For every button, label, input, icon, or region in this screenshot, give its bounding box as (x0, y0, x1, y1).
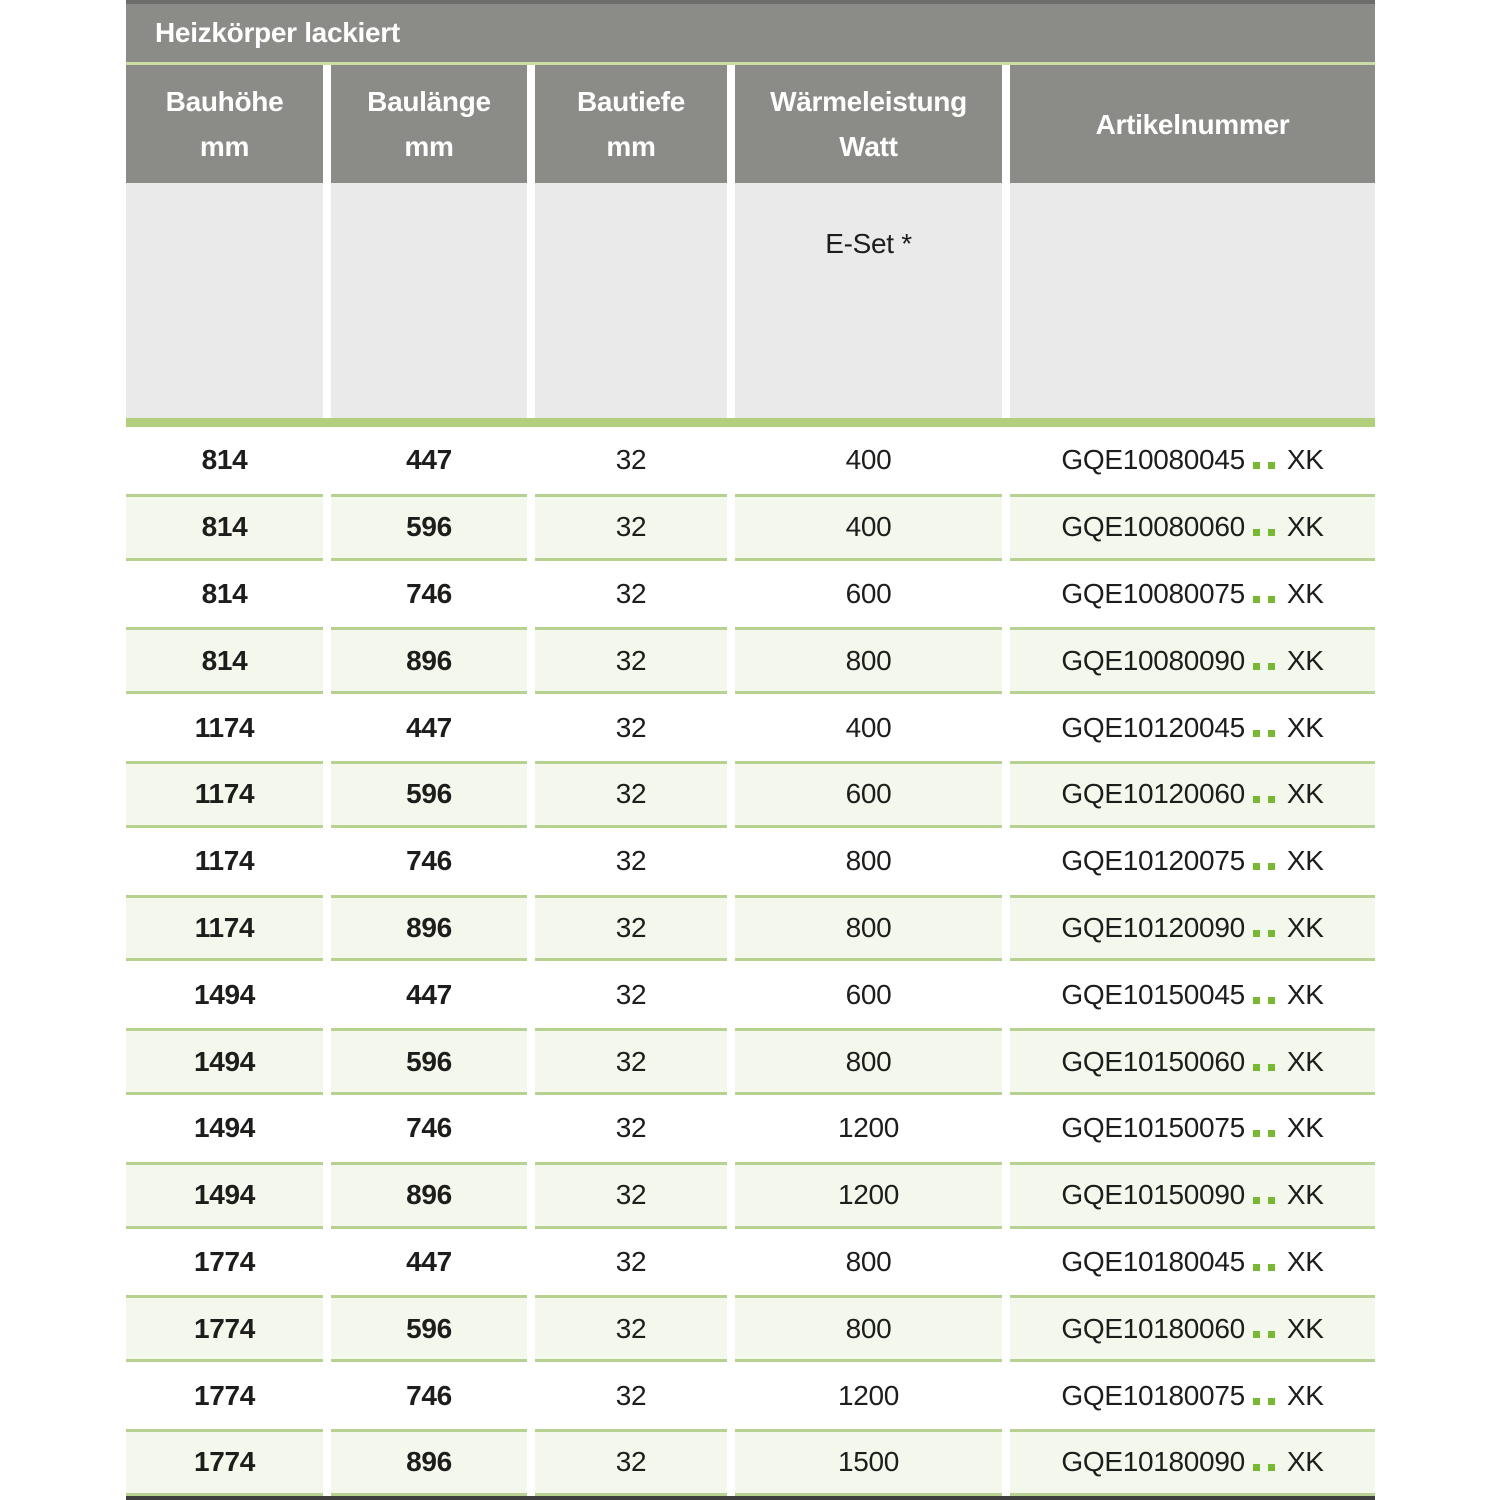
cell-waermeleistung: 800 (735, 1028, 1002, 1095)
color-placeholder-dot-icon (1268, 1197, 1275, 1204)
cell-bauhoehe: 1774 (126, 1429, 323, 1496)
artikel-prefix: GQE10150045 (1061, 978, 1245, 1010)
artikel-prefix: GQE10080075 (1061, 577, 1245, 609)
cell-waermeleistung: 800 (735, 1295, 1002, 1362)
column-header-unit: mm (606, 131, 656, 162)
cell-bautiefe: 32 (535, 761, 727, 828)
cell-bautiefe: 32 (615, 978, 647, 1010)
artikel-prefix: GQE10120075 (1061, 845, 1245, 877)
artikel-suffix: XK (1286, 1446, 1324, 1478)
cell-waermeleistung: 600 (845, 978, 892, 1010)
artikel-prefix: GQE10120090 (1061, 911, 1245, 943)
table-row (126, 427, 1375, 494)
cell-baulaenge: 447 (406, 978, 452, 1010)
table-row (126, 1162, 1375, 1229)
color-placeholder-dot-icon (1253, 663, 1260, 670)
color-placeholder-dot-icon (1253, 1464, 1260, 1471)
table-row (126, 627, 1375, 694)
artikel-suffix: XK (1286, 711, 1324, 743)
color-placeholder-dot-icon (1268, 930, 1275, 937)
table-title: Heizkörper lackiert (155, 17, 400, 48)
table-row (126, 828, 1375, 895)
cell-waermeleistung: 1500 (735, 1429, 1002, 1496)
cell-bautiefe: 32 (535, 627, 727, 694)
artikel-prefix: GQE10180045 (1061, 1245, 1245, 1277)
cell-artikelnummer (1010, 1162, 1375, 1229)
table-row (126, 1095, 1375, 1162)
cell-bauhoehe: 814 (201, 577, 248, 609)
color-placeholder-dot-icon (1268, 1264, 1275, 1271)
color-placeholder-dot-icon (1253, 529, 1260, 536)
color-placeholder-dot-icon (1268, 663, 1275, 670)
artikel-suffix: XK (1286, 1312, 1324, 1344)
color-placeholder-dot-icon (1268, 1130, 1275, 1137)
cell-waermeleistung: 800 (735, 895, 1002, 962)
color-placeholder-dot-icon (1253, 1130, 1260, 1137)
column-header-label: Bautiefe (576, 86, 686, 117)
artikel-prefix: GQE10150060 (1061, 1045, 1245, 1077)
subheader-cell-bauhoehe (126, 183, 323, 418)
cell-bautiefe: 32 (615, 1245, 647, 1277)
cell-bauhoehe: 1494 (126, 1028, 323, 1095)
cell-baulaenge: 896 (331, 895, 527, 962)
cell-bauhoehe: 1774 (193, 1245, 256, 1277)
cell-baulaenge: 596 (331, 1295, 527, 1362)
cell-waermeleistung: 400 (845, 711, 892, 743)
artikel-prefix: GQE10180090 (1061, 1446, 1245, 1478)
cell-waermeleistung: 1200 (735, 1162, 1002, 1229)
color-placeholder-dot-icon (1268, 596, 1275, 603)
column-header-baulaenge (331, 65, 527, 183)
artikel-prefix: GQE10180060 (1061, 1312, 1245, 1344)
cell-bautiefe: 32 (535, 1429, 727, 1496)
color-placeholder-dot-icon (1253, 1197, 1260, 1204)
table-body (126, 427, 1375, 1496)
color-placeholder-dot-icon (1253, 596, 1260, 603)
cell-artikelnummer (1010, 828, 1375, 895)
cell-artikelnummer (1010, 761, 1375, 828)
color-placeholder-dot-icon (1253, 1264, 1260, 1271)
column-header-bautiefe (535, 65, 727, 183)
cell-bauhoehe: 1494 (193, 1112, 256, 1144)
artikel-suffix: XK (1286, 778, 1324, 810)
color-placeholder-dot-icon (1268, 997, 1275, 1004)
cell-bauhoehe: 814 (126, 627, 323, 694)
table-bottom-border (126, 1496, 1375, 1500)
cell-bauhoehe: 814 (201, 444, 248, 476)
cell-artikelnummer (1010, 1429, 1375, 1496)
column-header-unit: mm (199, 131, 250, 162)
table-row (126, 1229, 1375, 1296)
cell-bautiefe: 32 (535, 1028, 727, 1095)
color-placeholder-dot-icon (1268, 863, 1275, 870)
product-spec-table (126, 0, 1375, 1500)
column-header-label: Baulänge (367, 86, 491, 117)
cell-bauhoehe: 1174 (126, 761, 323, 828)
cell-bautiefe: 32 (535, 494, 727, 561)
table-row (126, 494, 1375, 561)
color-placeholder-dot-icon (1268, 529, 1275, 536)
color-placeholder-dot-icon (1268, 796, 1275, 803)
column-header-bauhoehe (126, 65, 323, 183)
column-header-unit: mm (404, 131, 454, 162)
cell-bautiefe: 32 (535, 1162, 727, 1229)
color-placeholder-dot-icon (1268, 1464, 1275, 1471)
cell-bauhoehe: 1494 (193, 978, 256, 1010)
artikel-suffix: XK (1286, 444, 1324, 476)
artikel-prefix: GQE10080045 (1061, 444, 1245, 476)
cell-artikelnummer (1010, 1028, 1375, 1095)
cell-baulaenge: 596 (331, 494, 527, 561)
table-row (126, 1028, 1375, 1095)
artikel-suffix: XK (1286, 511, 1324, 543)
artikel-prefix: GQE10120060 (1061, 778, 1245, 810)
cell-bautiefe: 32 (615, 577, 647, 609)
cell-waermeleistung: 400 (845, 444, 892, 476)
cell-waermeleistung: 1200 (837, 1379, 900, 1411)
table-row (126, 1362, 1375, 1429)
cell-baulaenge: 896 (331, 1429, 527, 1496)
artikel-prefix: GQE10080090 (1061, 644, 1245, 676)
color-placeholder-dot-icon (1253, 796, 1260, 803)
subheader-cell-artikelnummer (1010, 183, 1375, 418)
cell-baulaenge: 447 (406, 1245, 452, 1277)
cell-artikelnummer (1010, 895, 1375, 962)
table-header-row (126, 65, 1375, 183)
cell-bautiefe: 32 (615, 1379, 647, 1411)
artikel-prefix: GQE10080060 (1061, 511, 1245, 543)
cell-artikelnummer (1010, 1295, 1375, 1362)
color-placeholder-dot-icon (1253, 1398, 1260, 1405)
color-placeholder-dot-icon (1268, 730, 1275, 737)
column-header-label: Bauhöhe (165, 86, 284, 117)
cell-artikelnummer (1010, 1362, 1375, 1429)
cell-baulaenge: 746 (406, 1379, 452, 1411)
cell-artikelnummer (1010, 561, 1375, 628)
cell-baulaenge: 447 (406, 444, 452, 476)
cell-bauhoehe: 814 (126, 494, 323, 561)
cell-waermeleistung: 800 (735, 627, 1002, 694)
artikel-prefix: GQE10150075 (1061, 1112, 1245, 1144)
artikel-suffix: XK (1286, 1379, 1324, 1411)
cell-artikelnummer (1010, 494, 1375, 561)
artikel-suffix: XK (1286, 911, 1324, 943)
color-placeholder-dot-icon (1268, 1064, 1275, 1071)
artikel-suffix: XK (1286, 644, 1324, 676)
artikel-suffix: XK (1286, 1045, 1324, 1077)
cell-artikelnummer (1010, 694, 1375, 761)
cell-baulaenge: 596 (331, 761, 527, 828)
table-row (126, 561, 1375, 628)
cell-baulaenge: 896 (331, 1162, 527, 1229)
color-placeholder-dot-icon (1253, 930, 1260, 937)
color-placeholder-dot-icon (1253, 1331, 1260, 1338)
cell-waermeleistung: 1200 (837, 1112, 900, 1144)
cell-bauhoehe: 1174 (194, 711, 255, 743)
cell-bauhoehe: 1174 (194, 845, 255, 877)
color-placeholder-dot-icon (1253, 462, 1260, 469)
header-separator-bar (126, 418, 1375, 427)
cell-artikelnummer (1010, 1229, 1375, 1296)
cell-bauhoehe: 1174 (126, 895, 323, 962)
cell-bautiefe: 32 (535, 1295, 727, 1362)
color-placeholder-dot-icon (1268, 1331, 1275, 1338)
cell-baulaenge: 447 (406, 711, 452, 743)
column-header-unit: Watt (839, 131, 898, 162)
color-placeholder-dot-icon (1253, 863, 1260, 870)
cell-baulaenge: 746 (406, 1112, 452, 1144)
eset-cell (735, 183, 1002, 418)
table-row (126, 761, 1375, 828)
cell-waermeleistung: 600 (845, 577, 892, 609)
cell-baulaenge: 746 (406, 845, 452, 877)
cell-bautiefe: 32 (615, 1112, 647, 1144)
table-row (126, 1429, 1375, 1496)
column-header-artikelnummer (1010, 65, 1375, 183)
cell-waermeleistung: 400 (735, 494, 1002, 561)
column-header-label: Artikelnummer (1095, 108, 1290, 140)
color-placeholder-dot-icon (1253, 1064, 1260, 1071)
column-header-waermeleistung (735, 65, 1002, 183)
cell-bauhoehe: 1774 (126, 1295, 323, 1362)
cell-baulaenge: 596 (331, 1028, 527, 1095)
artikel-suffix: XK (1286, 845, 1324, 877)
table-row (126, 1295, 1375, 1362)
table-row (126, 895, 1375, 962)
artikel-prefix: GQE10150090 (1061, 1179, 1245, 1211)
subheader-cell-baulaenge (331, 183, 527, 418)
cell-artikelnummer (1010, 627, 1375, 694)
artikel-suffix: XK (1286, 1179, 1324, 1211)
cell-bautiefe: 32 (615, 711, 647, 743)
cell-artikelnummer (1010, 1095, 1375, 1162)
cell-waermeleistung: 800 (845, 845, 892, 877)
cell-waermeleistung: 800 (845, 1245, 892, 1277)
cell-bauhoehe: 1494 (126, 1162, 323, 1229)
eset-label: E-Set * (825, 228, 912, 259)
cell-baulaenge: 896 (331, 627, 527, 694)
color-placeholder-dot-icon (1253, 730, 1260, 737)
color-placeholder-dot-icon (1253, 997, 1260, 1004)
cell-baulaenge: 746 (406, 577, 452, 609)
cell-bauhoehe: 1774 (193, 1379, 256, 1411)
column-header-label: Wärmeleistung (770, 86, 967, 117)
artikel-suffix: XK (1286, 1112, 1324, 1144)
artikel-prefix: GQE10120045 (1061, 711, 1245, 743)
color-placeholder-dot-icon (1268, 462, 1275, 469)
artikel-prefix: GQE10180075 (1061, 1379, 1245, 1411)
table-title-bar (126, 0, 1375, 65)
cell-artikelnummer (1010, 427, 1375, 494)
artikel-suffix: XK (1286, 577, 1324, 609)
table-row (126, 694, 1375, 761)
cell-artikelnummer (1010, 961, 1375, 1028)
cell-bautiefe: 32 (615, 444, 647, 476)
table-subheader-row (126, 183, 1375, 418)
color-placeholder-dot-icon (1268, 1398, 1275, 1405)
cell-bautiefe: 32 (535, 895, 727, 962)
cell-bautiefe: 32 (615, 845, 647, 877)
subheader-cell-bautiefe (535, 183, 727, 418)
table-row (126, 961, 1375, 1028)
artikel-suffix: XK (1286, 978, 1324, 1010)
cell-waermeleistung: 600 (735, 761, 1002, 828)
artikel-suffix: XK (1286, 1245, 1324, 1277)
